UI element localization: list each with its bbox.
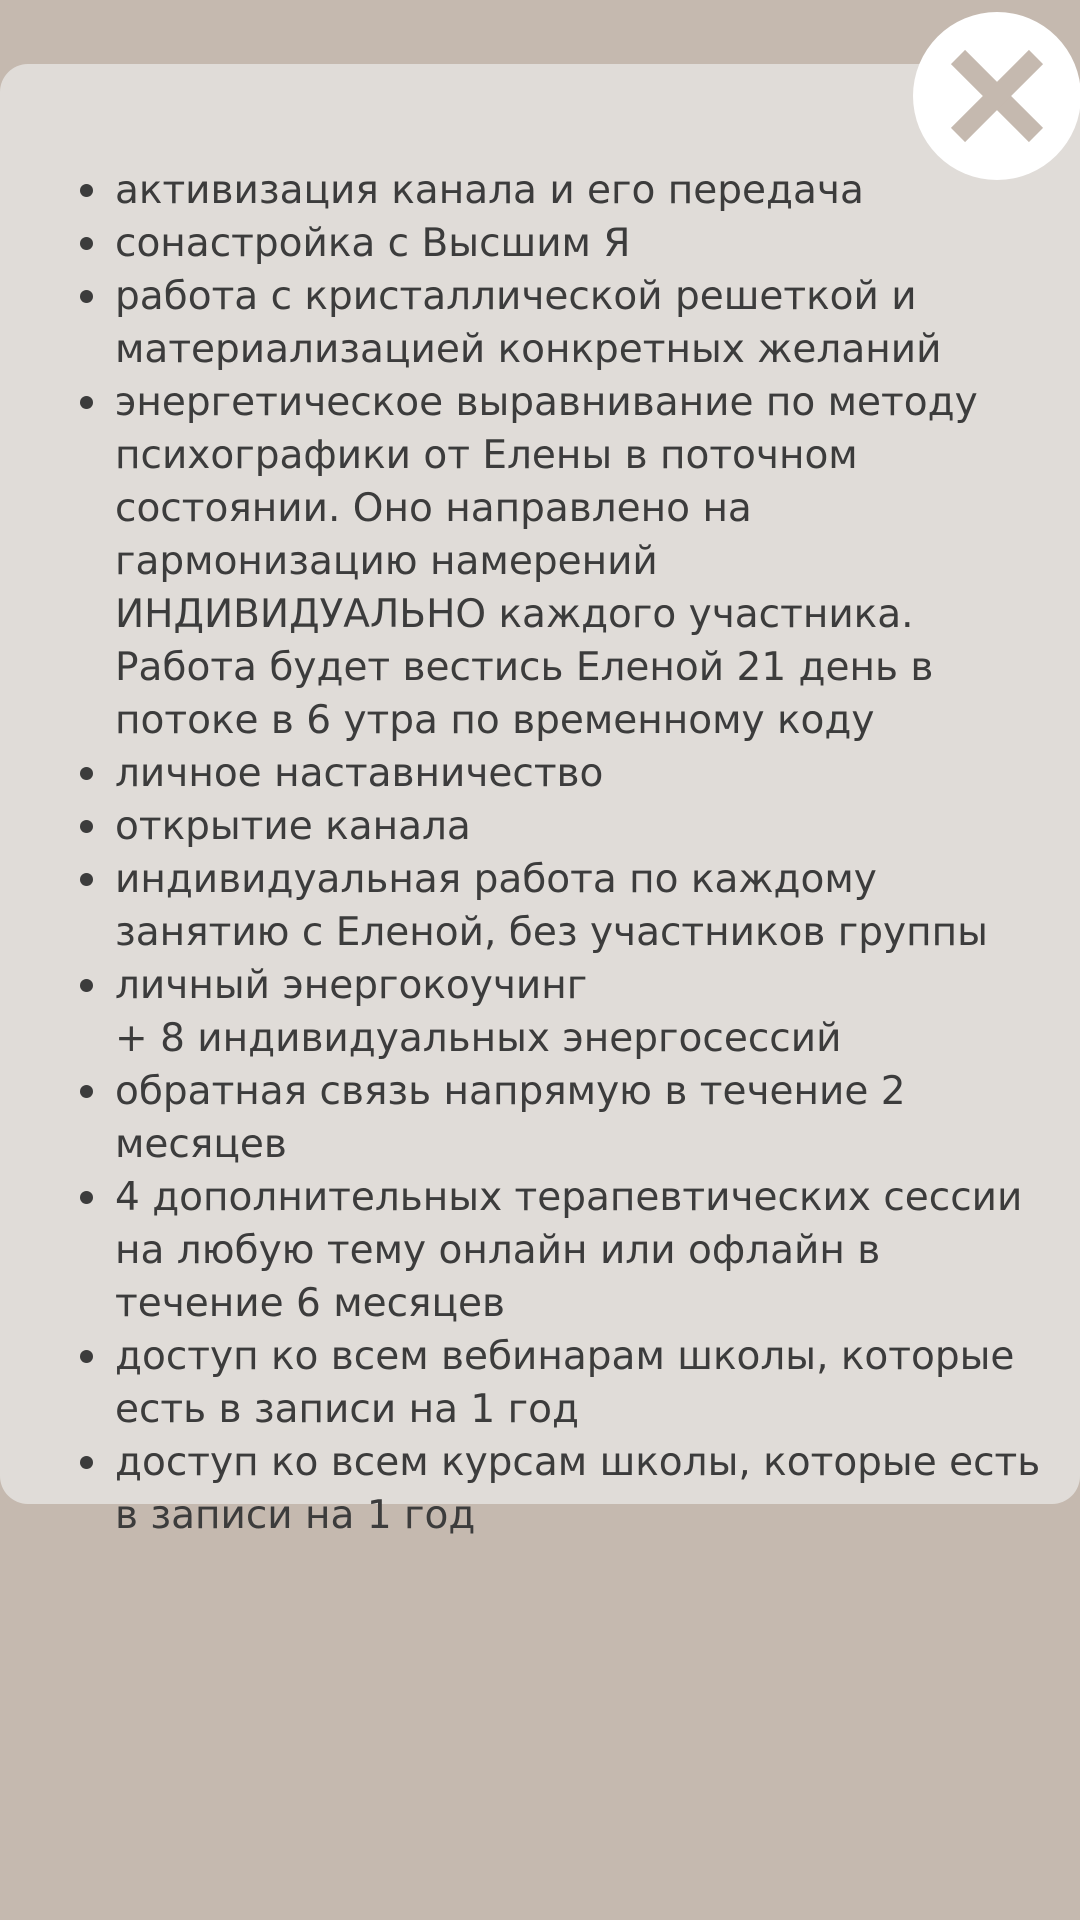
- list-item: [115, 800, 1050, 853]
- bullet-icon: [80, 290, 93, 303]
- list-item: [115, 376, 1050, 747]
- list-item-text: личное наставничество: [115, 751, 604, 796]
- bullet-icon: [80, 184, 93, 197]
- list-item-text: активизация канала и его передача: [115, 168, 864, 213]
- bullet-icon: [80, 767, 93, 780]
- list-item-text: сонастройка с Высшим Я: [115, 221, 631, 266]
- features-list: [115, 164, 1050, 1542]
- list-item-text: работа с кристаллической решеткой и материализацией конкретных желаний: [115, 274, 942, 372]
- list-item-text: обратная связь напрямую в течение 2 месяцев: [115, 1069, 906, 1167]
- list-item: [115, 1171, 1050, 1330]
- list-item: [115, 747, 1050, 800]
- list-item-text: личный энергокоучинг + 8 индивидуальных энергосессий: [115, 963, 842, 1061]
- list-item-text: 4 дополнительных терапевтических сессии на любую тему онлайн или офлайн в течение 6 месяцев: [115, 1175, 1023, 1326]
- close-button[interactable]: [913, 12, 1080, 180]
- list-item: [115, 1065, 1050, 1171]
- list-item: [115, 853, 1050, 959]
- bullet-icon: [80, 237, 93, 250]
- bullet-icon: [80, 979, 93, 992]
- list-item: [115, 217, 1050, 270]
- list-item-text: энергетическое выравнивание по методу психографики от Елены в поточном состоянии. Оно направлено на гармонизацию намерений ИНДИВИДУАЛЬНО каждого участника. Работа будет вестись Еленой 21 день в потоке в 6 утра по временному коду: [115, 380, 978, 743]
- list-item-text: индивидуальная работа по каждому занятию с Еленой, без участников группы: [115, 857, 988, 955]
- close-x-icon: [913, 12, 1080, 180]
- list-item: [115, 164, 1050, 217]
- list-item-text: открытие канала: [115, 804, 471, 849]
- bullet-icon: [80, 1085, 93, 1098]
- bullet-icon: [80, 1191, 93, 1204]
- list-item-text: доступ ко всем курсам школы, которые есть в записи на 1 год: [115, 1440, 1041, 1538]
- bullet-icon: [80, 1350, 93, 1363]
- list-item: [115, 959, 1050, 1065]
- list-item: [115, 1436, 1050, 1542]
- list-item-text: доступ ко всем вебинарам школы, которые есть в записи на 1 год: [115, 1334, 1015, 1432]
- bullet-icon: [80, 873, 93, 886]
- bullet-icon: [80, 820, 93, 833]
- bullet-icon: [80, 1456, 93, 1469]
- modal-card: [0, 64, 1080, 1538]
- bullet-icon: [80, 396, 93, 409]
- list-item: [115, 1330, 1050, 1436]
- list-item: [115, 270, 1050, 376]
